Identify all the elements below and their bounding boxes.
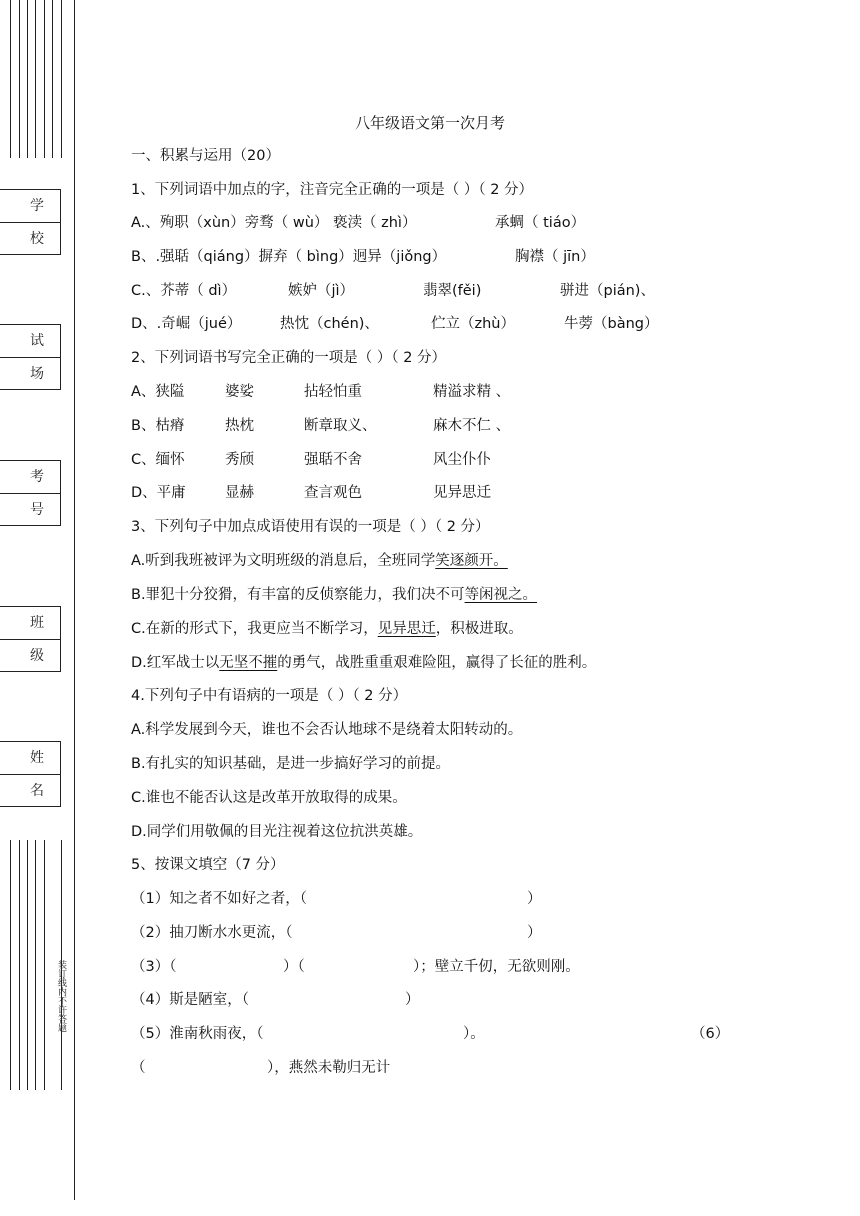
q5-3-mid: ）（ <box>283 959 305 975</box>
q3-a-idiom: 笑逐颜开。 <box>435 553 508 569</box>
q4-option-a: A.科学发展到今天，谁也不会否认地球不是绕着太阳转动的。 <box>131 722 523 738</box>
q5-2-close: ） <box>527 925 542 941</box>
q5-4-text: （4）斯是陋室，（ <box>131 992 249 1008</box>
q5-6-open: （ <box>131 1060 146 1076</box>
q3-a-text: A.听到我班被评为文明班级的消息后，全班同学 <box>131 553 436 569</box>
q2-d-part: 见异思迁 <box>433 485 491 501</box>
q2-c-part: C、缅怀 <box>131 452 185 468</box>
margin-line <box>74 0 75 1200</box>
q3-d-tail: 的勇气，战胜重重艰难险阻，赢得了长征的胜利。 <box>277 655 597 671</box>
q1-stem: 1、下列词语中加点的字，注音完全正确的一项是（ ）（ 2 分） <box>131 182 534 198</box>
q3-option-b <box>131 585 537 605</box>
binding-note: 装订线内不许答题 <box>56 960 66 1032</box>
q3-stem: 3、下列句子中加点成语使用有误的一项是（ ）（ 2 分） <box>131 519 490 535</box>
q2-a-part: 婆娑 <box>225 384 254 400</box>
q5-5-text: （5）淮南秋雨夜，（ <box>131 1026 264 1042</box>
q2-a-part: 拈轻怕重 <box>304 384 362 400</box>
q2-a-part: A、狭隘 <box>131 384 185 400</box>
class-label: 班 级 <box>0 607 60 640</box>
q5-3-open: （3）（ <box>131 959 177 975</box>
margin-line <box>35 0 36 158</box>
exam-room-label: 试 场 <box>0 325 60 358</box>
q2-b-part: 热枕 <box>225 418 254 434</box>
q1-d-part: 伫立（zhù） <box>431 316 515 332</box>
q1-d-part: D、.奇崛（jué） <box>131 316 242 332</box>
q3-d-text: D.红军战士以 <box>131 655 220 671</box>
margin-line <box>44 0 45 158</box>
q3-b-text: B.罪犯十分狡猾，有丰富的反侦察能力，我们决不可 <box>131 587 465 603</box>
q3-option-c <box>131 619 523 639</box>
q5-4-close: ） <box>405 992 420 1008</box>
q3-c-text: C.在新的形式下，我更应当不断学习， <box>131 621 378 637</box>
q1-a-part: 承蜩（ tiáo） <box>495 215 586 231</box>
q2-b-part: 断章取义、 <box>304 418 377 434</box>
q2-d-part: 显赫 <box>225 485 254 501</box>
q5-1-close: ） <box>527 891 542 907</box>
q5-3-tail: ）；壁立千仞，无欲则刚。 <box>413 959 580 975</box>
margin-line <box>44 840 45 1090</box>
q5-2-text: （2）抽刀断水水更流，（ <box>131 925 293 941</box>
margin-line <box>10 0 11 158</box>
q2-b-part: 麻木不仁 、 <box>433 418 511 434</box>
q2-b-part: B、枯瘠 <box>131 418 185 434</box>
q2-d-part: D、平庸 <box>131 485 186 501</box>
margin-line <box>10 840 11 1090</box>
q5-1-text: （1）知之者不如好之者，（ <box>131 891 307 907</box>
q1-c-part: 嫉妒（jì） <box>288 283 355 299</box>
q2-c-part: 风尘仆仆 <box>433 452 491 468</box>
q4-stem: 4.下列句子中有语病的一项是（ ）（ 2 分） <box>131 688 408 704</box>
q4-option-d: D.同学们用敬佩的目光注视着这位抗洪英雄。 <box>131 824 423 840</box>
margin-line <box>27 0 28 158</box>
q5-stem: 5、按课文填空（7 分） <box>131 857 285 873</box>
page-title: 八年级语文第一次月考 <box>354 114 505 132</box>
class-field[interactable] <box>0 606 61 672</box>
margin-line <box>19 840 20 1090</box>
margin-line <box>35 840 36 1090</box>
margin-line <box>19 0 20 158</box>
q3-c-idiom: 见异思迁 <box>377 621 436 637</box>
margin-line <box>52 0 53 158</box>
q3-c-tail: ，积极进取。 <box>435 621 523 637</box>
q2-c-part: 秀颀 <box>225 452 254 468</box>
q1-d-part: 牛蒡（bàng） <box>564 316 659 332</box>
q4-option-c: C.谁也不能否认这是改革开放取得的成果。 <box>131 790 407 806</box>
school-label: 学 校 <box>0 190 60 223</box>
margin-line <box>27 840 28 1090</box>
school-field[interactable] <box>0 189 61 255</box>
name-label: 姓 名 <box>0 742 60 775</box>
q1-b-part: 胸襟（ jīn） <box>515 249 595 265</box>
q1-b-part: B、.强聒（qiáng）摒弃（ bìng）迥异（jiǒng） <box>131 249 447 265</box>
q1-c-part: 骈进（pián)、 <box>560 283 655 299</box>
q5-6-number: （6） <box>691 1026 730 1042</box>
q1-c-part: C.、芥蒂（ dì） <box>131 283 237 299</box>
q2-a-part: 精溢求精 、 <box>433 384 511 400</box>
margin-line <box>61 0 62 158</box>
exam-number-field[interactable] <box>0 460 61 526</box>
q4-option-b: B.有扎实的知识基础，是进一步搞好学习的前提。 <box>131 756 451 772</box>
q3-d-idiom: 无坚不摧 <box>219 655 278 671</box>
q1-a-part: A.、殉职（xùn）旁骛（ wù） 亵渎（ zhì） <box>131 215 417 231</box>
name-field[interactable] <box>0 741 61 807</box>
q3-b-idiom: 等闲视之。 <box>464 587 538 603</box>
q1-d-part: 热忱（chén)、 <box>280 316 379 332</box>
q2-c-part: 强聒不舍 <box>304 452 362 468</box>
q3-option-d <box>131 653 596 673</box>
exam-room-field[interactable] <box>0 324 61 390</box>
q5-6-tail: ），燕然未勒归无计 <box>267 1060 391 1076</box>
section-heading: 一、积累与运用（20） <box>131 148 280 164</box>
q1-c-part: 翡翠(fěi) <box>423 283 482 299</box>
q2-d-part: 查言观色 <box>304 485 362 501</box>
exam-number-label: 考 号 <box>0 461 60 494</box>
q2-stem: 2、下列词语书写完全正确的一项是（ ）（ 2 分） <box>131 350 447 366</box>
q3-option-a <box>131 551 508 571</box>
q5-5-close: ）。 <box>463 1026 485 1042</box>
